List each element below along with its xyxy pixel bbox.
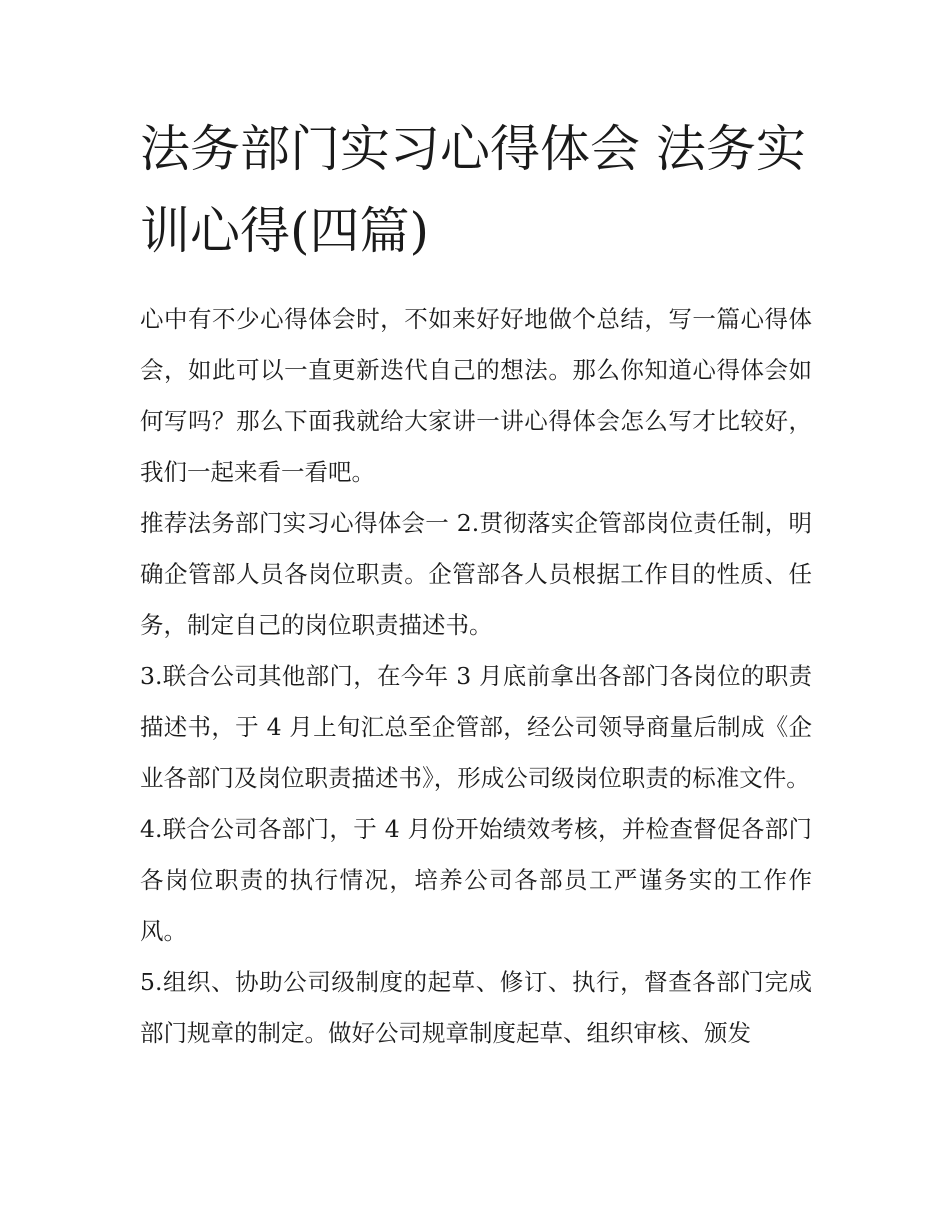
document-title: 法务部门实习心得体会 法务实训心得(四篇) [140, 120, 806, 260]
paragraph-item-4: 4.联合公司各部门，于 4 月份开始绩效考核，并检查督促各部门各岗位职责的执行情况，培养公司各部员工严谨务实的工作作风。 [140, 815, 812, 945]
paragraph-intro: 心中有不少心得体会时，不如来好好地做个总结，写一篇心得体会，如此可以一直更新迭代自己的想法。那么你知道心得体会如何写吗？那么下面我就给大家讲一讲心得体会怎么写才比较好，我们一起来看一看吧。 [140, 305, 812, 486]
paragraph-item-2: 推荐法务部门实习心得体会一 2.贯彻落实企管部岗位责任制，明确企管部人员各岗位职责。企管部各人员根据工作目的性质、任务，制定自己的岗位职责描述书。 [140, 509, 812, 639]
paragraph-item-3: 3.联合公司其他部门，在今年 3 月底前拿出各部门各岗位的职责描述书，于 4 月上旬汇总至企管部，经公司领导商量后制成《企业各部门及岗位职责描述书》，形成公司级岗位职责的标准文件。 [140, 662, 812, 792]
paragraph-item-5: 5.组织、协助公司级制度的起草、修订、执行，督查各部门完成部门规章的制定。做好公司规章制度起草、组织审核、颁发 [140, 968, 812, 1047]
document-body [140, 294, 812, 1059]
document-page [140, 108, 812, 1059]
